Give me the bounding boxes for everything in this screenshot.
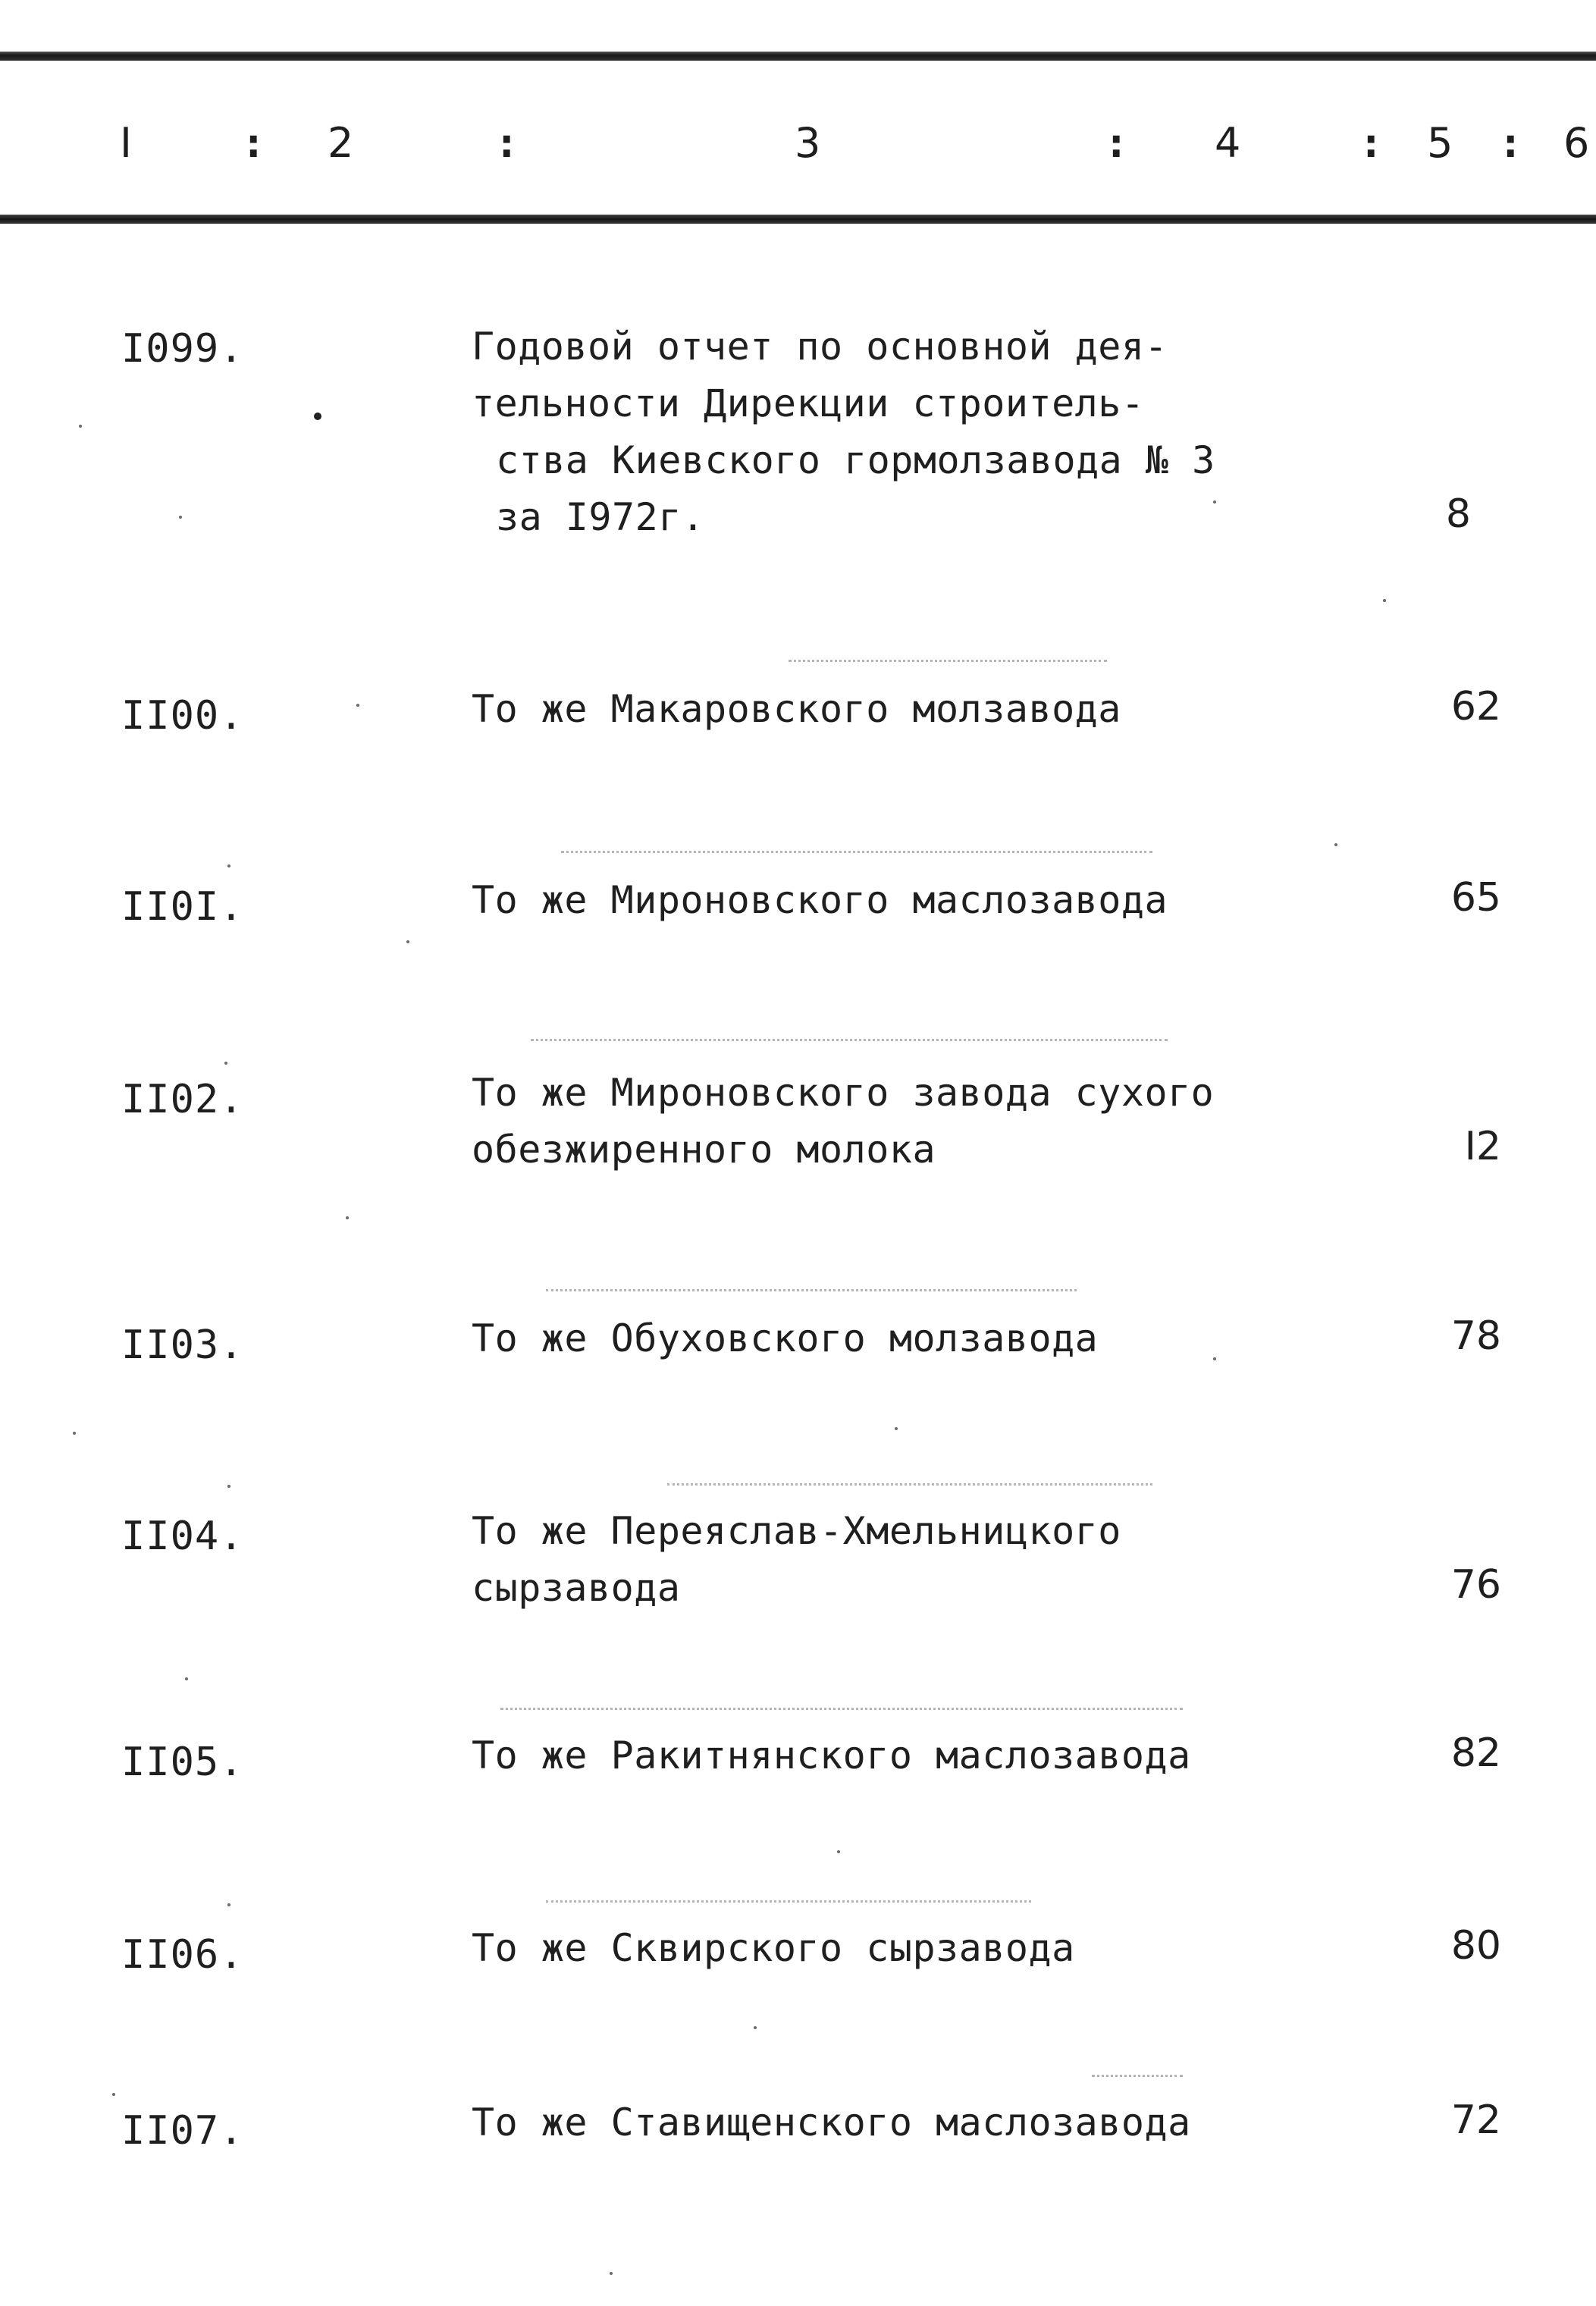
entry-title-line: То же Ставищенского маслозавода bbox=[472, 2100, 1191, 2144]
entry-title bbox=[472, 1503, 1121, 1617]
entry-page-count: 62 bbox=[1450, 684, 1501, 729]
entry-title bbox=[472, 1920, 1075, 1977]
scan-speck bbox=[224, 1062, 227, 1065]
faint-dotted-mark bbox=[1092, 2075, 1183, 2079]
faint-dotted-mark bbox=[546, 1289, 1077, 1293]
scan-speck bbox=[1213, 500, 1216, 504]
entry-title bbox=[472, 1065, 1214, 1178]
entry-number: II04. bbox=[121, 1514, 244, 1559]
entry-number: II02. bbox=[121, 1077, 244, 1122]
entry-title-line: сырзавода bbox=[472, 1566, 681, 1610]
entry-title-line: То же Сквирского сырзавода bbox=[472, 1926, 1075, 1970]
scan-speck bbox=[895, 1427, 898, 1430]
entry-page-count: 80 bbox=[1450, 1923, 1501, 1969]
entry-title bbox=[472, 1310, 1098, 1367]
entry-page-count: 78 bbox=[1450, 1313, 1501, 1359]
entry-number: II0I. bbox=[121, 884, 244, 930]
faint-dotted-mark bbox=[789, 660, 1107, 664]
scan-speck bbox=[112, 2093, 115, 2096]
entry-page-count: 76 bbox=[1450, 1562, 1501, 1608]
scan-speck bbox=[227, 1903, 230, 1906]
entry-page-count: I2 bbox=[1464, 1124, 1501, 1169]
entry-title-line: То же Обуховского молзавода bbox=[472, 1316, 1099, 1360]
entry-page-count: 82 bbox=[1450, 1730, 1501, 1776]
column-separator: : bbox=[1498, 119, 1523, 167]
entry-number: II06. bbox=[121, 1932, 244, 1978]
entry-number: I099. bbox=[121, 326, 244, 372]
faint-dotted-mark bbox=[667, 1483, 1152, 1487]
scan-speck bbox=[406, 940, 409, 943]
scan-speck bbox=[754, 2026, 757, 2029]
faint-dotted-mark bbox=[500, 1708, 1183, 1711]
entry-title-line: обезжиренного молока bbox=[472, 1128, 936, 1172]
scan-speck bbox=[185, 1677, 188, 1680]
entry-number: II00. bbox=[121, 693, 244, 739]
entry-title-line: за I972г. bbox=[496, 495, 705, 539]
entry-title-line: То же Мироновского маслозавода bbox=[472, 878, 1168, 922]
scan-speck bbox=[610, 2272, 613, 2275]
header-rule bbox=[0, 215, 1596, 224]
entry-title-line: тельности Дирекции строитель- bbox=[472, 381, 1145, 425]
entry-title bbox=[472, 872, 1168, 929]
column-header-5: 5 bbox=[1427, 119, 1453, 167]
scan-speck bbox=[73, 1432, 76, 1435]
entry-title-line: ства Киевского гормолзавода № 3 bbox=[496, 438, 1215, 482]
entry-title-line: То же Мироновского завода сухого bbox=[472, 1071, 1215, 1115]
entry-page-count: 8 bbox=[1445, 491, 1471, 537]
scan-speck bbox=[1213, 1357, 1216, 1360]
entry-title-line: То же Переяслав-Хмельницкого bbox=[472, 1509, 1121, 1553]
entry-page-count: 72 bbox=[1450, 2097, 1501, 2143]
faint-dotted-mark bbox=[546, 1900, 1031, 1904]
column-header-4: 4 bbox=[1215, 119, 1241, 167]
top-rule bbox=[0, 52, 1596, 61]
entry-title-line: Годовой отчет по основной дея- bbox=[472, 325, 1168, 369]
entry-title-line: То же Макаровского молзавода bbox=[472, 687, 1121, 731]
entry-number: II05. bbox=[121, 1740, 244, 1785]
faint-dotted-mark bbox=[561, 851, 1152, 855]
column-separator: : bbox=[241, 119, 266, 167]
scan-speck bbox=[79, 425, 82, 428]
scan-speck bbox=[837, 1850, 840, 1853]
column-separator: : bbox=[494, 119, 519, 167]
entry-number: II03. bbox=[121, 1322, 244, 1368]
entry-title-line: То же Ракитнянского маслозавода bbox=[472, 1733, 1191, 1777]
entry-title bbox=[472, 318, 1215, 546]
column-separator: : bbox=[1359, 119, 1384, 167]
scan-speck bbox=[227, 1485, 230, 1488]
scan-speck bbox=[1383, 599, 1386, 602]
entry-title bbox=[472, 1727, 1191, 1784]
scan-speck bbox=[346, 1216, 349, 1219]
entry-number: II07. bbox=[121, 2108, 244, 2154]
scan-speck bbox=[227, 864, 230, 867]
scan-speck bbox=[356, 704, 359, 707]
faint-dotted-mark bbox=[531, 1039, 1168, 1043]
column-header-2: 2 bbox=[328, 119, 354, 167]
scan-speck bbox=[179, 516, 182, 519]
entry-title bbox=[472, 681, 1121, 738]
scan-speck bbox=[314, 413, 321, 420]
column-header-6: 6 bbox=[1563, 119, 1590, 167]
column-separator: : bbox=[1104, 119, 1129, 167]
scan-speck bbox=[1334, 843, 1337, 846]
entry-page-count: 65 bbox=[1450, 875, 1501, 921]
column-header-3: 3 bbox=[795, 119, 821, 167]
entry-title bbox=[472, 2094, 1191, 2151]
column-header-1: I bbox=[120, 119, 132, 167]
